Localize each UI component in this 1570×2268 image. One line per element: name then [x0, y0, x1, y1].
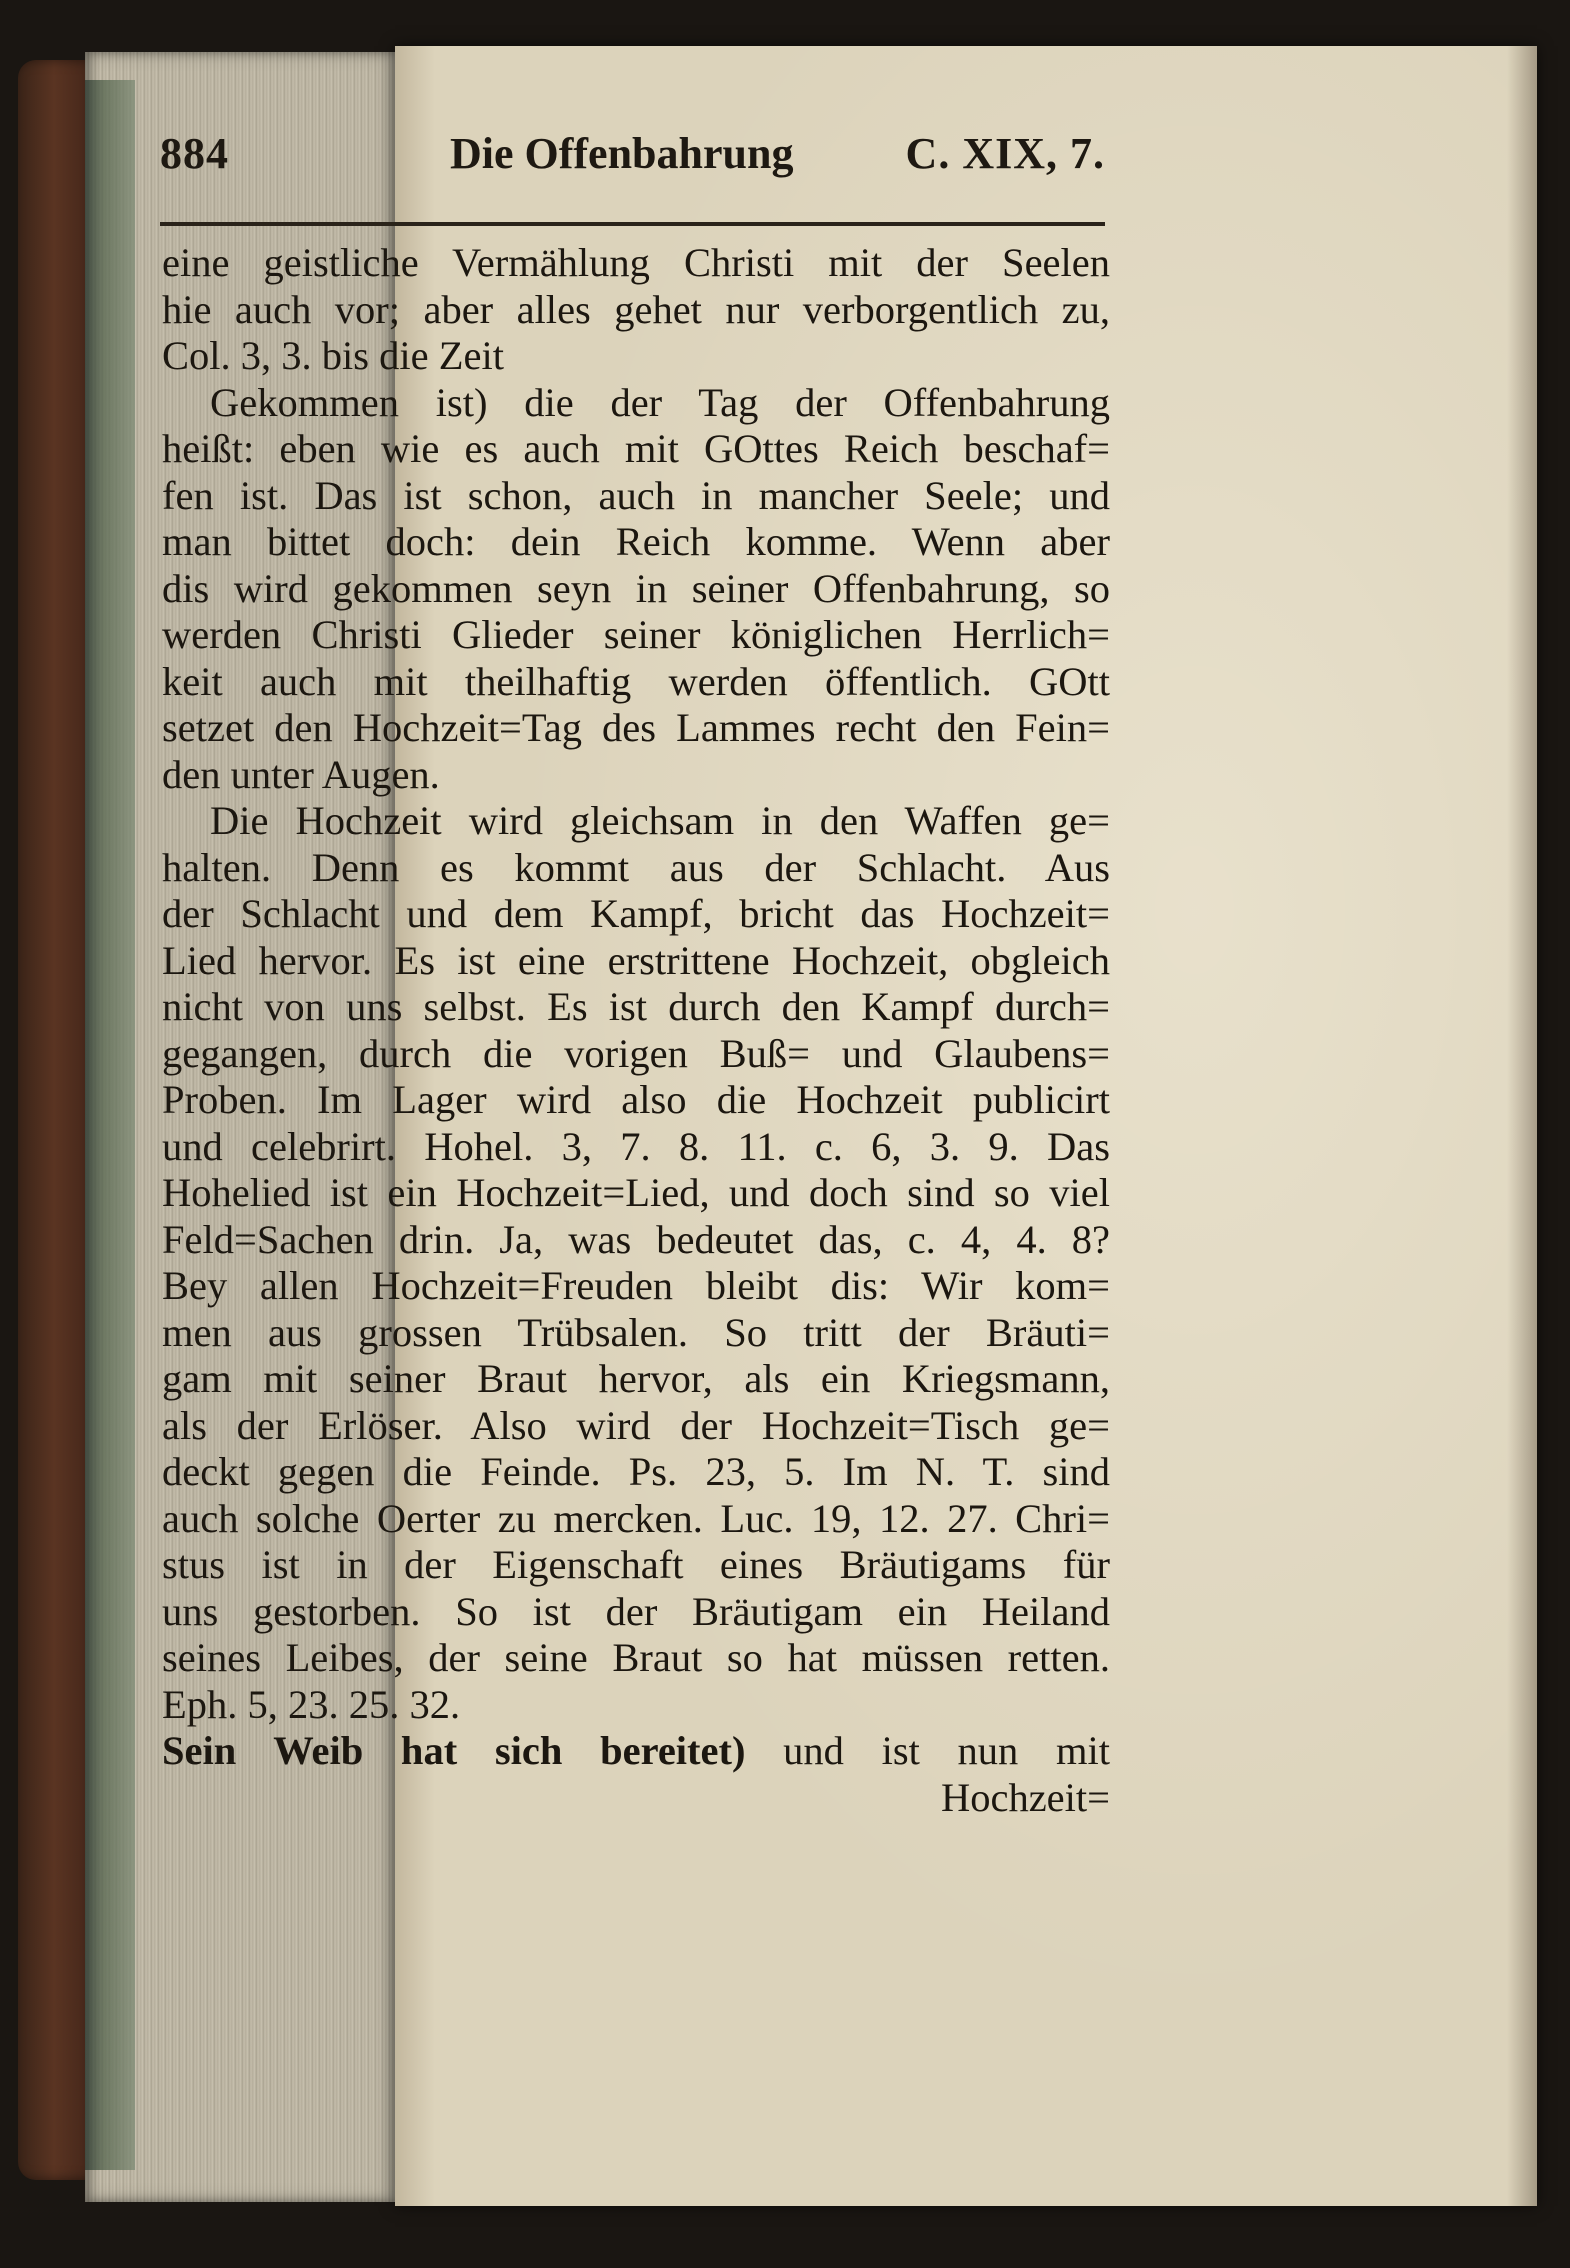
text-line: fen ist. Das ist schon, auch in mancher Seele; und [162, 472, 1110, 518]
text-line: deckt gegen die Feinde. Ps. 23, 5. Im N. T. sind [162, 1449, 1110, 1494]
text-line: halten. Denn es kommt aus der Schlacht. Aus [162, 844, 1110, 890]
text-line: dis wird gekommen seyn in seiner Offenbahrung, so [162, 565, 1110, 611]
catchword: Hochzeit= [940, 1774, 1110, 1820]
text-line: heißt: eben wie es auch mit GOttes Reich beschaf= [162, 426, 1110, 471]
text-line: als der Erlöser. Also wird der Hochzeit=Tisch ge= [162, 1402, 1110, 1448]
chapter-reference: C. XIX, 7. [905, 129, 1105, 178]
text-line: werden Christi Glieder seiner königlichen Herrlich= [162, 612, 1110, 657]
text-line: man bittet doch: dein Reich komme. Wenn aber [162, 519, 1110, 564]
page-header [160, 120, 1105, 200]
text-line: uns gestorben. So ist der Bräutigam ein Heiland [162, 1588, 1110, 1634]
body-text [162, 240, 1110, 1821]
text-line: Eph. 5, 23. 25. 32. [162, 1681, 461, 1727]
text-line: nicht von uns selbst. Es ist durch den Kampf durch= [162, 984, 1110, 1029]
text-line: seines Leibes, der seine Braut so hat müssen retten. [162, 1635, 1110, 1680]
text-line: Hohelied ist ein Hochzeit=Lied, und doch sind so viel [162, 1170, 1110, 1215]
text-line: der Schlacht und dem Kampf, bricht das Hochzeit= [162, 891, 1110, 936]
final-line-rest: und ist nun mit [745, 1728, 1110, 1773]
text-line: Die Hochzeit wird gleichsam in den Waffen ge= [210, 798, 1110, 843]
text-line: und celebrirt. Hohel. 3, 7. 8. 11. c. 6, 3. 9. Das [162, 1123, 1110, 1169]
page-number: 884 [160, 129, 229, 178]
running-title: Die Offenbahrung [450, 129, 794, 178]
page-edges-shadow [85, 80, 135, 2170]
text-line: Gekommen ist) die der Tag der Offenbahrung [210, 379, 1110, 425]
text-line: Bey allen Hochzeit=Freuden bleibt dis: Wir kom= [162, 1263, 1110, 1308]
text-line: gegangen, durch die vorigen Buß= und Glaubens= [162, 1030, 1110, 1076]
text-line-final [162, 1728, 1110, 1775]
gutter-shadow [1507, 46, 1537, 2206]
text-line: Proben. Im Lager wird also die Hochzeit publicirt [162, 1077, 1110, 1122]
text-line: setzet den Hochzeit=Tag des Lammes recht den Fein= [162, 705, 1110, 750]
text-line: keit auch mit theilhaftig werden öffentlich. GOtt [162, 658, 1110, 704]
text-line: hie auch vor; aber alles gehet nur verborgentlich zu, [162, 286, 1110, 332]
text-line: eine geistliche Vermählung Christi mit der Seelen [162, 240, 1110, 285]
text-line: Col. 3, 3. bis die Zeit [162, 333, 504, 378]
text-line: den unter Augen. [162, 751, 440, 797]
text-line: stus ist in der Eigenschaft eines Bräutigams für [162, 1542, 1110, 1587]
text-line: men aus grossen Trübsalen. So tritt der Bräuti= [162, 1309, 1110, 1355]
text-line: Lied hervor. Es ist eine erstrittene Hochzeit, obgleich [162, 937, 1110, 983]
text-line: auch solche Oerter zu mercken. Luc. 19, 12. 27. Chri= [162, 1495, 1110, 1541]
text-line: Feld=Sachen drin. Ja, was bedeutet das, c. 4, 4. 8? [162, 1216, 1110, 1262]
text-line: gam mit seiner Braut hervor, als ein Kriegsmann, [162, 1356, 1110, 1401]
lemma-heading: Sein Weib hat sich bereitet) [162, 1728, 746, 1773]
header-rule [160, 222, 1105, 226]
